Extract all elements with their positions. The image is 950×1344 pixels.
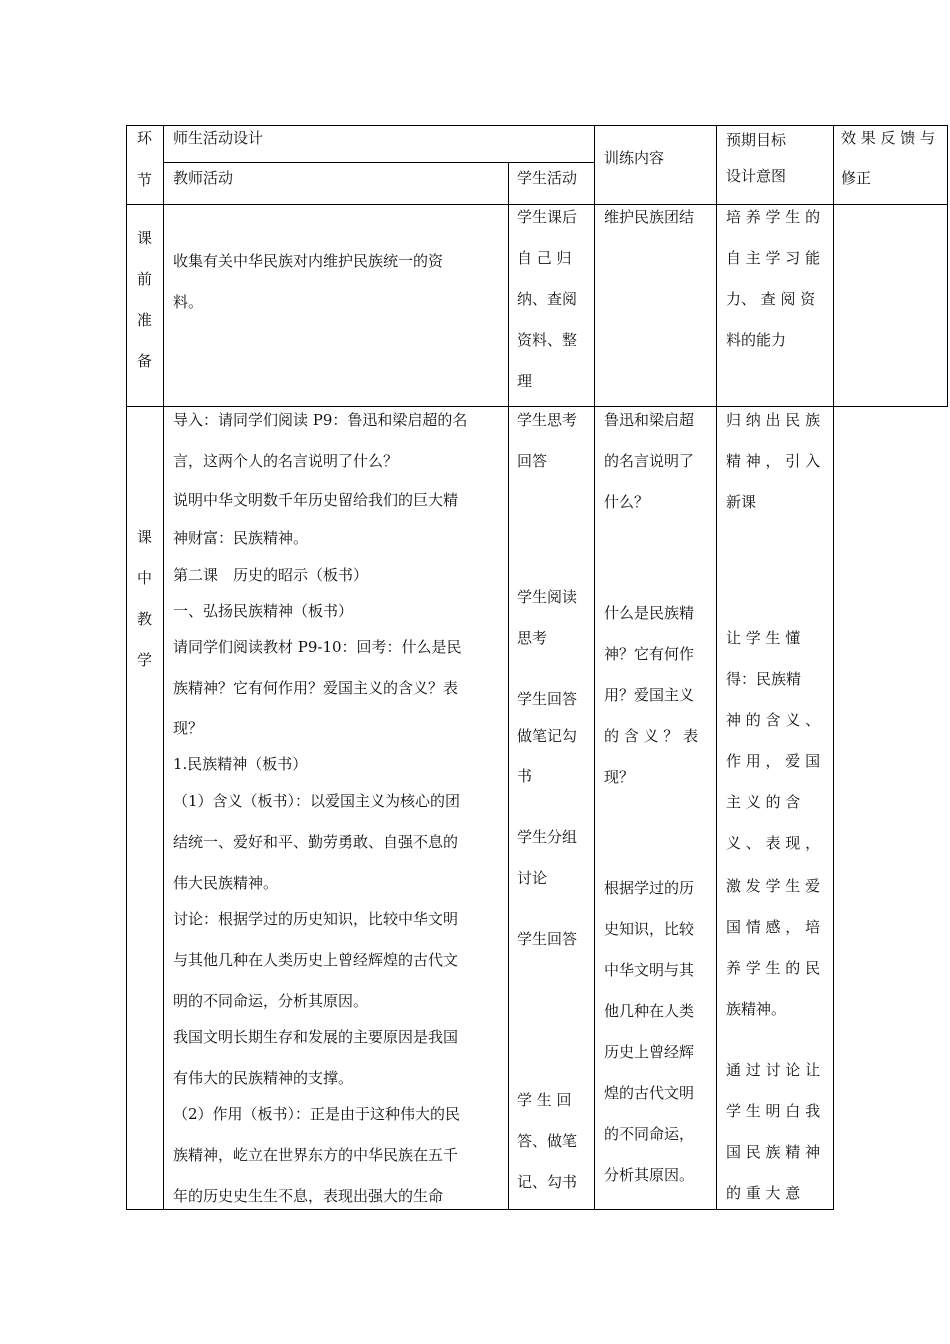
in-teacher-line-5: 第二课 历史的昭示（板书） [173,566,369,584]
pre-student-line-2: 自 己 归 [517,249,572,267]
in-training-line-4: 什么是民族精 [604,604,695,622]
in-training-line-15: 的不同命运， [604,1125,695,1143]
header-goal-line2: 设计意图 [726,167,787,185]
in-training-line-11: 中华文明与其 [604,961,695,979]
pre-section-char-1: 课 [137,229,153,247]
in-training-line-16: 分析其原因。 [604,1166,695,1184]
header-student-activity: 学生活动 [517,169,578,187]
in-training-line-14: 煌的古代文明 [604,1084,695,1102]
in-section-char-3: 教 [137,610,153,628]
in-training-line-5: 神？它有何作 [604,645,695,663]
in-training-line-12: 他几种在人类 [604,1002,695,1020]
in-goal-line-3: 新课 [726,493,757,511]
in-goal-line-9: 义 、 表 现 ， [726,834,821,852]
in-teacher-line-12: 结统一、爱好和平、勤劳勇敢、自强不息的 [173,833,459,851]
pre-goal-line-1: 培 养 学 生 的 [726,208,821,226]
header-teacher-activity: 教师活动 [173,169,234,187]
col-divider-4 [716,125,717,1210]
header-divider [163,162,594,163]
in-goal-line-4: 让 学 生 懂 [726,629,801,647]
in-goal-line-16: 国 民 族 精 神 [726,1143,821,1161]
header-training: 训练内容 [604,149,665,167]
in-teacher-line-14: 讨论：根据学过的历史知识，比较中华文明 [173,910,459,928]
in-teacher-line-8: 族精神？它有何作用？爱国主义的含义？表 [173,679,459,697]
in-teacher-line-3: 说明中华文明数千年历史留给我们的巨大精 [173,491,459,509]
in-teacher-line-9: 现？ [173,719,204,737]
pre-training-line-1: 维护民族团结 [604,208,695,226]
in-student-line-5: 学生回答 [517,690,578,708]
row-divider-1 [126,204,948,205]
table-border-right [947,125,948,407]
col-divider-5 [833,125,834,1210]
header-goal-line1: 预期目标 [726,131,787,149]
in-student-line-13: 记、勾书 [517,1173,578,1191]
in-student-line-1: 学生思考 [517,411,578,429]
in-student-line-4: 思考 [517,629,548,647]
in-goal-line-2: 精 神 ， 引 入 [726,452,821,470]
in-training-line-13: 历史上曾经辉 [604,1043,695,1061]
in-student-line-3: 学生阅读 [517,588,578,606]
in-teacher-line-16: 明的不同命运，分析其原因。 [173,992,369,1010]
in-teacher-line-18: 有伟大的民族精神的支撑。 [173,1069,354,1087]
col-divider-2 [508,162,509,1210]
in-student-line-8: 学生分组 [517,828,578,846]
in-goal-line-15: 学 生 明 白 我 [726,1102,821,1120]
pre-section-char-4: 备 [137,352,153,370]
in-student-line-9: 讨论 [517,869,548,887]
in-teacher-line-6: 一、弘扬民族精神（板书） [173,602,354,620]
in-goal-line-10: 激 发 学 生 爱 [726,877,821,895]
in-section-char-2: 中 [137,569,153,587]
in-goal-line-17: 的 重 大 意 [726,1184,801,1202]
table-border-top [126,125,948,126]
pre-student-line-4: 资料、整 [517,331,578,349]
in-student-line-7: 书 [517,767,533,785]
in-teacher-line-10: 1.民族精神（板书） [173,755,308,773]
in-goal-line-6: 神 的 含 义 、 [726,711,821,729]
in-student-line-12: 答、做笔 [517,1132,578,1150]
in-teacher-line-17: 我国文明长期生存和发展的主要原因是我国 [173,1028,459,1046]
pre-goal-line-3: 力、 查 阅 资 [726,290,816,308]
in-teacher-line-11: （1）含义（板书）：以爱国主义为核心的团 [173,792,461,810]
header-activity-design: 师生活动设计 [173,129,264,147]
in-training-line-8: 现？ [604,768,635,786]
in-training-line-10: 史知识，比较 [604,920,695,938]
in-goal-line-11: 国 情 感 ， 培 [726,918,821,936]
in-teacher-line-21: 年的历史史生生不息，表现出强大的生命 [173,1187,444,1205]
pre-teacher-line-1: 收集有关中华民族对内维护民族统一的资 [173,252,444,270]
in-teacher-line-1: 导入：请同学们阅读 P9：鲁迅和梁启超的名 [173,411,468,429]
header-section-char-2: 节 [137,171,153,189]
in-training-line-2: 的名言说明了 [604,452,695,470]
in-student-line-2: 回答 [517,452,548,470]
in-training-line-7: 的 含 义 ？ 表 [604,727,699,745]
header-feedback-line2: 修正 [841,169,872,187]
in-goal-line-5: 得：民族精 [726,670,802,688]
in-section-char-4: 学 [137,651,153,669]
header-section-char-1: 环 [137,129,153,147]
header-feedback-line1: 效 果 反 馈 与 [841,129,936,147]
in-goal-line-13: 族精神。 [726,1000,787,1018]
in-student-line-10: 学生回答 [517,930,578,948]
pre-goal-line-2: 自 主 学 习 能 [726,249,821,267]
in-training-line-9: 根据学过的历 [604,879,695,897]
in-teacher-line-20: 族精神，屹立在世界东方的中华民族在五千 [173,1146,459,1164]
pre-section-char-2: 前 [137,270,153,288]
row-divider-2 [126,406,948,407]
in-training-line-3: 什么？ [604,493,650,511]
in-teacher-line-4: 神财富：民族精神。 [173,529,309,547]
in-goal-line-7: 作 用 ， 爱 国 [726,752,821,770]
col-divider-3 [594,125,595,1210]
pre-teacher-line-2: 料。 [173,293,204,311]
col-divider-1 [163,125,164,1210]
in-teacher-line-13: 伟大民族精神。 [173,874,279,892]
in-teacher-line-7: 请同学们阅读教材 P9-10：回考：什么是民 [173,638,462,656]
pre-student-line-1: 学生课后 [517,208,578,226]
in-goal-line-1: 归 纳 出 民 族 [726,411,821,429]
pre-goal-line-4: 料的能力 [726,331,787,349]
pre-student-line-3: 纳、查阅 [517,290,578,308]
table-border-left [126,125,127,1210]
in-teacher-line-2: 言，这两个人的名言说明了什么？ [173,452,399,470]
in-training-line-1: 鲁迅和梁启超 [604,411,695,429]
in-training-line-6: 用？爱国主义 [604,686,695,704]
in-goal-line-12: 养 学 生 的 民 [726,959,821,977]
in-goal-line-8: 主 义 的 含 [726,793,801,811]
pre-section-char-3: 准 [137,311,153,329]
in-student-line-6: 做笔记勾 [517,727,578,745]
in-teacher-line-19: （2）作用（板书）：正是由于这种伟大的民 [173,1105,461,1123]
in-teacher-line-15: 与其他几种在人类历史上曾经辉煌的古代文 [173,951,459,969]
in-student-line-11: 学 生 回 [517,1091,572,1109]
table-border-bottom [126,1209,833,1210]
pre-student-line-5: 理 [517,372,533,390]
in-goal-line-14: 通 过 讨 论 让 [726,1061,821,1079]
in-section-char-1: 课 [137,528,153,546]
